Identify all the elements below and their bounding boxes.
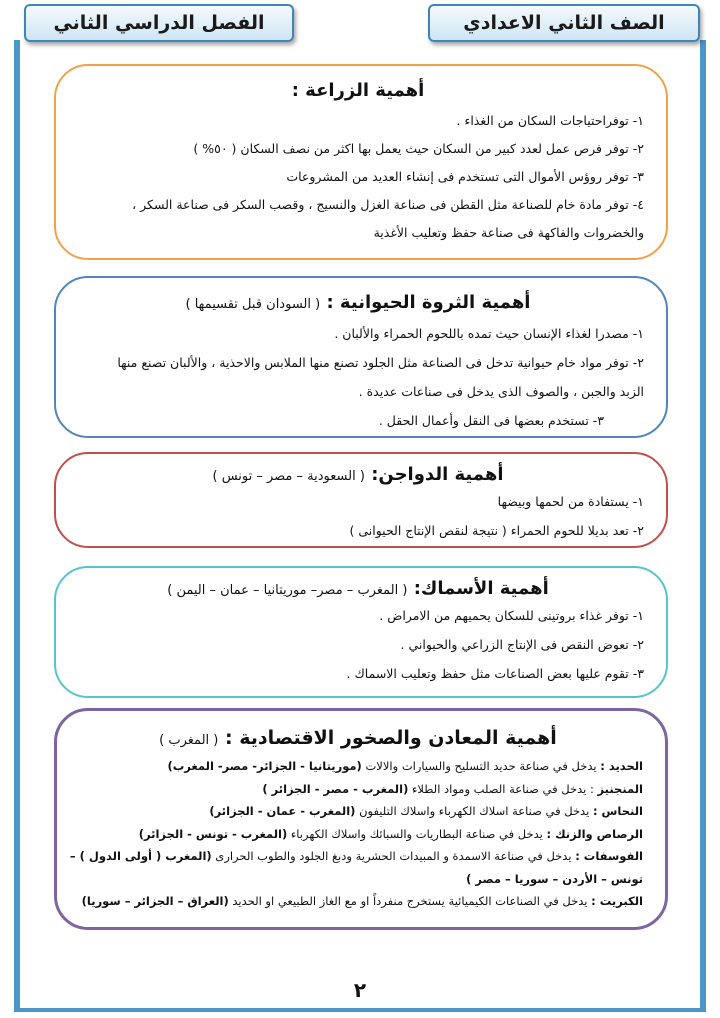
mineral-row-manganese (73, 778, 643, 801)
term-header (24, 4, 294, 42)
list-item: الزبد والجبن ، والصوف الذى يدخل فى صناعات عديدة . (358, 384, 644, 399)
mineral-term: الفوسفات : (575, 849, 643, 863)
poultry-subtitle: ( السعودية – مصر – تونس ) (212, 469, 365, 484)
livestock-title (72, 292, 644, 313)
page-number: ٢ (353, 978, 367, 1002)
mineral-term: المنجنيز (597, 781, 643, 796)
list-item: ٢- توفر مواد خام حيوانية تدخل فى الصناعة مثل الجلود تصنع منها الملابس والاحذية ، والألبان تصنع منها (117, 355, 644, 370)
list-item: ٢- توفر فرص عمل لعدد كبير من السكان حيث يعمل بها اكثر من نصف السكان ( ٥٠% ) (193, 141, 644, 156)
mineral-countries: (المغرب ( أولى الدول ) – (69, 849, 212, 863)
mineral-text: يدخل في صناعة الاسمدة و المبيدات الحشرية ودبغ الجلود والطوب الحرارى (211, 849, 576, 863)
livestock-box (54, 276, 668, 438)
mineral-countries: (العراق – الجزائر – سوريا) (81, 894, 229, 908)
poultry-title-text: أهمية الدواجن: (371, 464, 504, 485)
fish-title (72, 578, 644, 599)
minerals-subtitle: ( المغرب ) (159, 733, 219, 748)
mineral-row-iron (73, 755, 643, 778)
list-item: ٣- توفر روؤس الأموال التى تستخدم فى إنشاء العديد من المشروعات (286, 169, 644, 184)
livestock-title-text: أهمية الثروة الحيوانية : (326, 292, 531, 313)
mineral-text: يدخل في صناعة البطاريات والسبائك واسلاك الكهرباء (287, 826, 547, 841)
mineral-countries: تونس – الأردن – سوريا – مصر ) (466, 871, 643, 886)
list-item: ٣- تستخدم بعضها فى النقل وأعمال الحقل . (378, 413, 604, 428)
list-item: ١- يستفادة من لحمها وبيضها (497, 494, 644, 509)
mineral-text: : يدخل في صناعة الصلب ومواد الطلاء (408, 781, 598, 796)
minerals-title-text: أهمية المعادن والصخور الاقتصادية : (224, 727, 557, 749)
minerals-box (54, 708, 668, 930)
mineral-term: النحاس : (592, 804, 643, 818)
mineral-countries: (المغرب - عمان - الجزائر) (209, 804, 356, 818)
mineral-countries: (المغرب - تونس - الجزائر) (138, 826, 288, 841)
mineral-row-phosphate (69, 845, 643, 868)
mineral-countries: (المغرب - مصر - الجزائر ) (262, 781, 409, 796)
mineral-term: الحديد : (600, 759, 643, 773)
minerals-title (73, 727, 643, 749)
term-title: الفصل الدراسي الثاني (53, 12, 265, 34)
list-item: ١- توفراحتياجات السكان من الغذاء . (456, 113, 644, 128)
agriculture-title (72, 80, 644, 101)
list-item: ٤- توفر مادة خام للصناعة مثل القطن فى صناعة الغزل والنسيج ، وقصب السكر فى صناعة السكر ، (132, 197, 644, 212)
list-item: ٢- تعوض النقص فى الإنتاج الزراعي والحيواني . (400, 637, 644, 652)
fish-title-text: أهمية الأسماك: (413, 578, 549, 599)
grade-title: الصف الثاني الاعدادي (463, 12, 665, 34)
fish-subtitle: ( المغرب – مصر– موريتانيا – عمان – اليمن ) (167, 583, 408, 598)
poultry-title (72, 464, 644, 485)
mineral-row-lead-zinc (73, 823, 643, 846)
grade-header (428, 4, 700, 42)
list-item: ١- توفر غذاء بروتينى للسكان يحميهم من الامراض . (379, 608, 644, 623)
list-item: ٣- تقوم عليها بعض الصناعات مثل حفظ وتعليب الاسماك . (346, 666, 644, 681)
list-item: ٢- تعد بديلا للحوم الحمراء ( نتيجة لنقص الإنتاج الحيوانى ) (349, 523, 644, 538)
agriculture-box (54, 64, 668, 260)
mineral-text: يدخل في صناعة حديد التسليح والسيارات والالات (361, 759, 601, 773)
mineral-row-sulfur (73, 890, 643, 913)
poultry-box (54, 452, 668, 548)
fish-box (54, 566, 668, 698)
agriculture-title-text: أهمية الزراعة : (291, 80, 425, 101)
livestock-subtitle: ( السودان قبل تقسيمها ) (185, 297, 321, 312)
list-item: ١- مصدرا لغذاء الإنسان حيث تمده باللحوم الحمراء والألبان . (334, 326, 644, 341)
mineral-text: يدخل في الصناعات الكيميائية يستخرج منفرداً او مع الغاز الطبيعي او الحديد (228, 894, 592, 908)
mineral-term: الرصاص والزنك : (546, 826, 643, 841)
mineral-countries: (موريتانيا - الجزائر- مصر- المغرب) (167, 759, 362, 773)
list-item: والخضروات والفاكهة فى صناعة حفظ وتعليب الأغذية (373, 225, 644, 240)
mineral-row-copper (73, 800, 643, 823)
mineral-row-phosphate-cont (73, 868, 643, 891)
mineral-text: يدخل في صناعة اسلاك الكهرباء واسلاك التليفون (355, 804, 593, 818)
mineral-term: الكبريت : (591, 894, 643, 908)
